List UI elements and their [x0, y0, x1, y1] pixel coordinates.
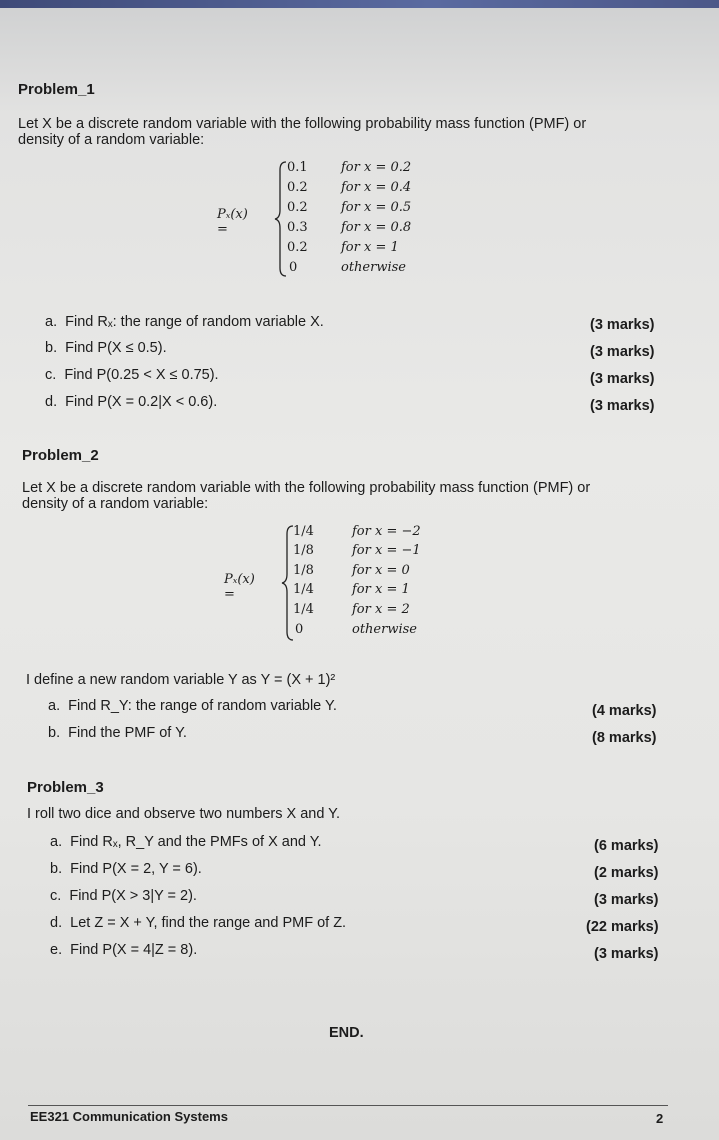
- problem1-intro-line2: density of a random variable:: [18, 132, 205, 148]
- problem2-part-a: [48, 698, 337, 714]
- end-marker: END.: [329, 1025, 364, 1041]
- part-text: Find P(X > 3|Y = 2).: [69, 888, 197, 904]
- problem1-intro-line1: Let X be a discrete random variable with the following probability mass function (PMF) or: [18, 116, 587, 132]
- pmf-condition: for x = −1: [352, 543, 421, 558]
- part-text: Let Z = X + Y, find the range and PMF of Z.: [70, 915, 347, 931]
- part-text: Find P(X = 4|Z = 8).: [70, 942, 198, 958]
- pmf-condition: for x = 2: [352, 602, 410, 617]
- problem1-part-c-marks: (3 marks): [590, 371, 655, 387]
- pmf-value: 0.3: [287, 220, 308, 235]
- pmf-value: 0.2: [287, 200, 308, 215]
- problem3-heading: Problem_3: [27, 779, 104, 796]
- part-label: d.: [45, 394, 58, 410]
- problem3-part-c-marks: (3 marks): [594, 892, 659, 908]
- problem2-part-b: [48, 725, 187, 741]
- pmf-condition: for x = 0.5: [341, 200, 412, 215]
- part-label: a.: [50, 834, 63, 850]
- pmf-condition: for x = 0.8: [341, 220, 412, 235]
- problem3-part-e-marks: (3 marks): [594, 946, 659, 962]
- footer-page-number: 2: [656, 1111, 664, 1126]
- pmf-value: 1/4: [293, 602, 314, 617]
- problem3-intro: I roll two dice and observe two numbers X and Y.: [27, 806, 341, 822]
- problem1-part-c: [45, 367, 219, 383]
- pmf-value: 0.2: [287, 240, 308, 255]
- problem2-heading: Problem_2: [22, 447, 99, 464]
- problem3-part-a-marks: (6 marks): [594, 838, 659, 854]
- part-label: a.: [45, 314, 58, 330]
- part-label: c.: [50, 888, 62, 904]
- pmf-value: 1/8: [293, 543, 314, 558]
- part-text: Find P(X ≤ 0.5).: [65, 340, 167, 356]
- part-label: b.: [48, 725, 61, 741]
- part-label: c.: [45, 367, 57, 383]
- part-text: Find the PMF of Y.: [68, 725, 187, 741]
- problem3-part-a: [50, 834, 322, 850]
- pmf-value: 1/4: [293, 582, 314, 597]
- part-text: Find R_Y: the range of random variable Y.: [68, 698, 337, 714]
- problem2-pmf-label: Pₓ(x) =: [224, 572, 255, 602]
- pmf-value: 0: [295, 622, 304, 637]
- problem3-part-d: [50, 915, 346, 931]
- problem1-pmf-label: Pₓ(x) =: [217, 207, 248, 237]
- problem1-part-b: [45, 340, 167, 356]
- pmf-value: 0.1: [287, 160, 308, 175]
- problem2-part-a-marks: (4 marks): [592, 703, 657, 719]
- part-label: b.: [45, 340, 58, 356]
- part-text: Find Rₓ: the range of random variable X.: [65, 314, 324, 330]
- pmf-condition: for x = 0.4: [341, 180, 412, 195]
- part-label: e.: [50, 942, 63, 958]
- problem2-definition: I define a new random variable Y as Y = (X + 1)²: [26, 672, 336, 688]
- problem3-part-c: [50, 888, 197, 904]
- part-label: b.: [50, 861, 63, 877]
- pmf-condition: for x = 1: [341, 240, 399, 255]
- pmf-value: 1/8: [293, 563, 314, 578]
- part-text: Find P(X = 2, Y = 6).: [70, 861, 202, 877]
- problem1-part-d: [45, 394, 217, 410]
- top-edge-bar: [0, 0, 719, 8]
- problem3-part-e: [50, 942, 197, 958]
- problem1-left-brace: [274, 160, 288, 278]
- problem1-part-b-marks: (3 marks): [590, 344, 655, 360]
- pmf-condition: for x = 0: [352, 563, 410, 578]
- pmf-condition: otherwise: [341, 260, 406, 275]
- problem1-heading: Problem_1: [18, 81, 95, 98]
- problem1-part-a: [45, 314, 324, 330]
- pmf-value: 0: [289, 260, 298, 275]
- problem1-part-d-marks: (3 marks): [590, 398, 655, 414]
- problem2-intro-line2: density of a random variable:: [22, 496, 209, 512]
- problem3-part-b-marks: (2 marks): [594, 865, 659, 881]
- pmf-condition: otherwise: [352, 622, 417, 637]
- footer-course-title: EE321 Communication Systems: [30, 1109, 228, 1124]
- footer-rule: [28, 1105, 668, 1106]
- pmf-condition: for x = 1: [352, 582, 410, 597]
- pmf-value: 0.2: [287, 180, 308, 195]
- part-text: Find P(0.25 < X ≤ 0.75).: [64, 367, 219, 383]
- pmf-condition: for x = 0.2: [341, 160, 412, 175]
- part-label: a.: [48, 698, 61, 714]
- problem3-part-d-marks: (22 marks): [586, 919, 659, 935]
- part-label: d.: [50, 915, 63, 931]
- problem2-part-b-marks: (8 marks): [592, 730, 657, 746]
- pmf-condition: for x = −2: [352, 524, 421, 539]
- pmf-value: 1/4: [293, 524, 314, 539]
- part-text: Find P(X = 0.2|X < 0.6).: [65, 394, 218, 410]
- problem3-part-b: [50, 861, 202, 877]
- problem2-intro-line1: Let X be a discrete random variable with the following probability mass function (PMF) or: [22, 480, 591, 496]
- problem1-part-a-marks: (3 marks): [590, 317, 655, 333]
- part-text: Find Rₓ, R_Y and the PMFs of X and Y.: [70, 834, 322, 850]
